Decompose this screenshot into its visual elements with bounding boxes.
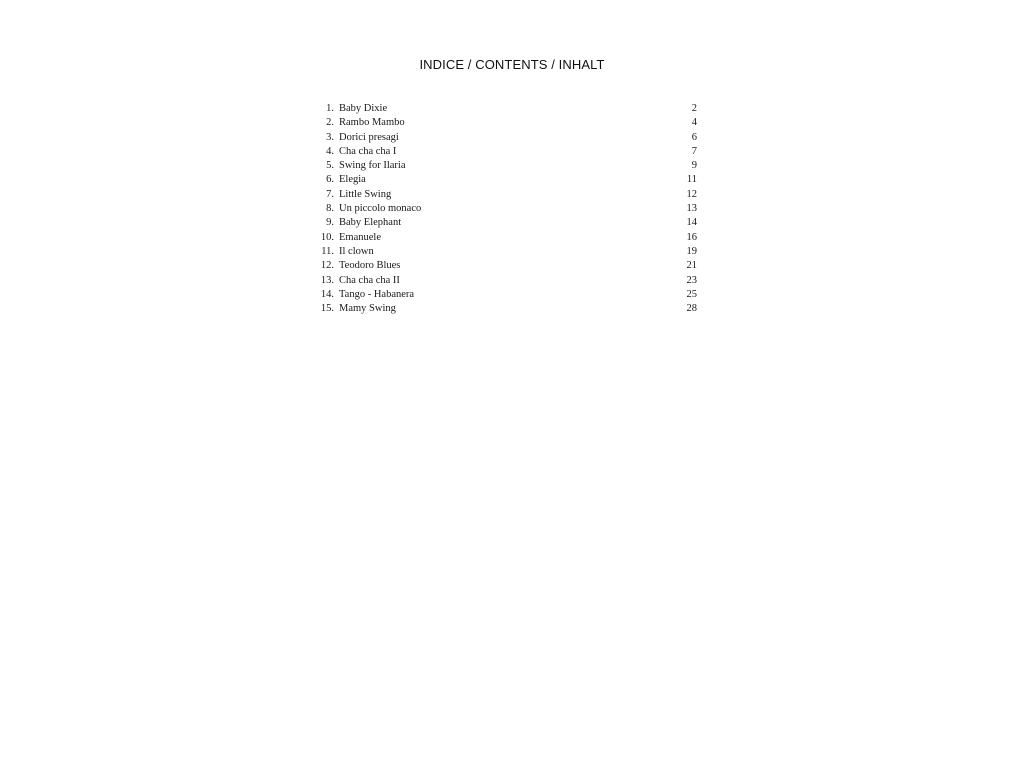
toc-entry-title: Cha cha cha I — [339, 145, 397, 157]
toc-entry-title: Un piccolo monaco — [339, 203, 422, 215]
toc-entry — [312, 173, 699, 187]
toc-entry-page: 12 — [686, 188, 697, 200]
toc-entry-title: Dorici presagi — [339, 131, 399, 143]
toc-entry-page: 11 — [686, 174, 697, 186]
toc-entry-title: Rambo Mambo — [339, 117, 405, 129]
toc-entry-page: 16 — [686, 231, 697, 243]
toc-entry-page: 9 — [691, 160, 697, 172]
toc-entry-title: Teodoro Blues — [339, 260, 401, 272]
toc-entry — [312, 216, 699, 230]
toc-entry-page: 14 — [686, 217, 697, 229]
toc-entry — [312, 116, 699, 130]
page-title: INDICE / CONTENTS / INHALT — [419, 57, 605, 72]
toc-entry-number: 15. — [320, 303, 334, 315]
toc-entry-page: 23 — [686, 274, 697, 286]
toc-entry — [312, 288, 699, 302]
toc-entry — [312, 131, 699, 145]
toc-entry-title: Baby Dixie — [339, 103, 388, 114]
toc-entry-title: Emanuele — [339, 231, 381, 243]
toc-entry-number: 4. — [326, 145, 334, 157]
toc-entry — [312, 245, 699, 259]
toc-entry-number: 7. — [326, 188, 334, 200]
toc-entry-page: 28 — [686, 303, 697, 315]
toc-entry-number: 13. — [320, 274, 334, 286]
toc-entry-title: Tango - Habanera — [339, 288, 415, 300]
toc-entry-number: 3. — [326, 131, 334, 143]
toc-entry-page: 7 — [691, 145, 697, 157]
toc-entry-number: 8. — [326, 203, 334, 215]
toc-entry-page: 25 — [686, 288, 697, 300]
toc-entry — [312, 231, 699, 245]
toc-entry-number: 11. — [321, 245, 334, 257]
toc-entry — [312, 188, 699, 202]
toc-entry-number: 2. — [326, 117, 334, 129]
toc-entry — [312, 259, 699, 273]
toc-entry-number: 10. — [320, 231, 334, 243]
toc-entry-page: 19 — [686, 245, 697, 257]
toc-entry-number: 9. — [326, 217, 334, 229]
toc-entry-title: Il clown — [339, 245, 374, 257]
toc-entry — [312, 302, 699, 316]
toc-entry-title: Swing for Ilaria — [339, 160, 406, 172]
toc-entry-number: 14. — [320, 288, 334, 300]
toc-entry-title: Mamy Swing — [339, 303, 396, 315]
toc-entry — [312, 202, 699, 216]
toc-entry-page: 4 — [691, 117, 697, 129]
toc-entry-page: 13 — [686, 203, 697, 215]
toc-entry-number: 1. — [326, 103, 334, 114]
toc-entry — [312, 159, 699, 173]
toc-entry-number: 12. — [320, 260, 334, 272]
toc-entry-title: Baby Elephant — [339, 217, 402, 229]
toc-entry-page: 6 — [691, 131, 697, 143]
toc-entry-page: 21 — [686, 260, 697, 272]
toc-entry-title: Cha cha cha II — [339, 274, 400, 286]
toc-entry-number: 5. — [326, 160, 334, 172]
toc-entry-title: Little Swing — [339, 188, 392, 200]
toc-entry-number: 6. — [326, 174, 334, 186]
toc-entry-page: 2 — [691, 103, 697, 114]
table-of-contents — [312, 102, 699, 316]
toc-entry — [312, 102, 699, 116]
toc-entry — [312, 145, 699, 159]
toc-entry — [312, 274, 699, 288]
toc-entry-title: Elegia — [339, 174, 366, 186]
